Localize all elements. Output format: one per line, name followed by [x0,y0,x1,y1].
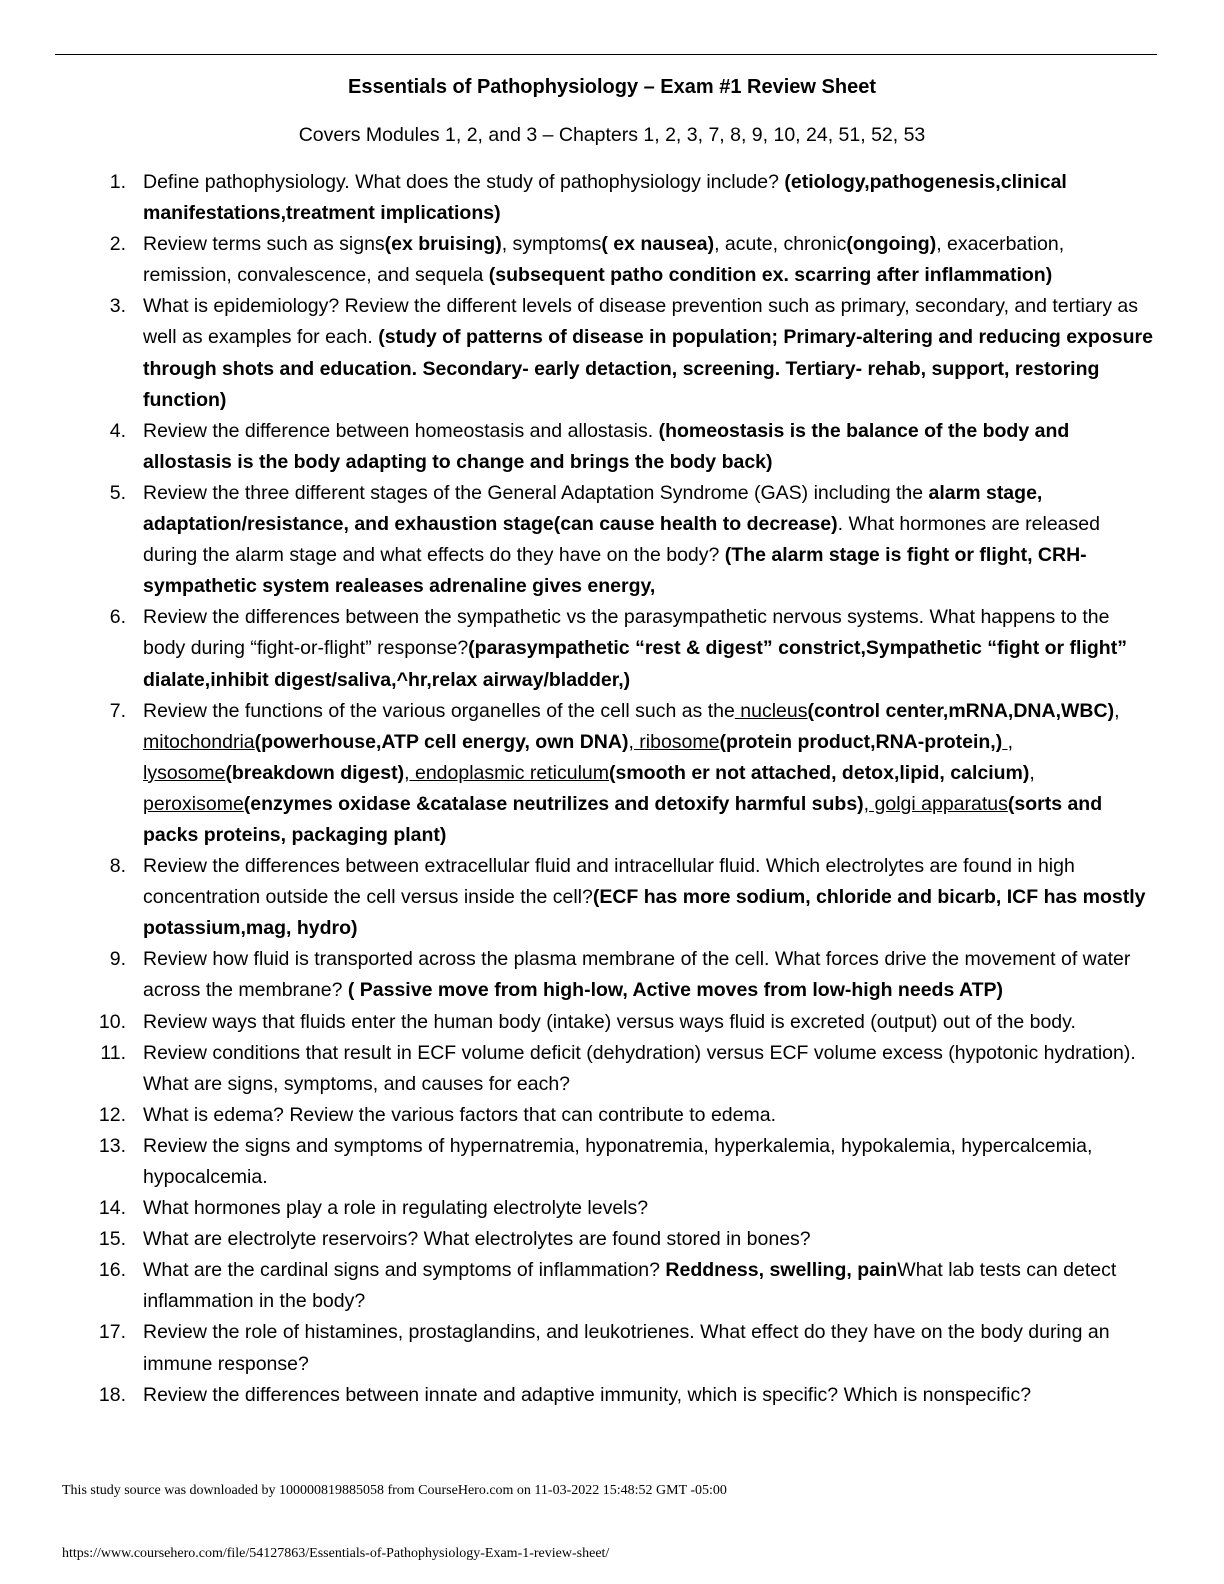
question-number: 18. [98,1383,126,1406]
organelle-term: , ribosome [628,730,720,753]
question-number: 4. [109,419,126,442]
answer-note: (protein product,RNA-protein,) [719,730,1003,753]
answer-note: (homeostasis is the balance of the body and allostasis is the body adapting to change and brings the body back) [143,419,1070,473]
question-number: 15. [98,1228,126,1251]
download-source-note: This study source was downloaded by 100000819885058 from CourseHero.com on 11-03-2022 15:48:52 GMT -05:00 [62,1483,727,1498]
question-fragment: , symptoms [501,233,602,256]
question-number: 16. [98,1259,126,1282]
question-fragment: . What hormones are released during the alarm stage and what effects do they have on the body? [143,513,1100,567]
answer-note: alarm stage, adaptation/resistance, and exhaustion stage(can cause health to decrease) [143,481,1043,536]
answer-note: (ongoing) [846,233,937,256]
question-item [96,1255,1156,1317]
question-fragment: What hormones play a role in regulating electrolyte levels? [143,1197,649,1220]
question-fragment: Review the functions of the various organelles of the cell such as the [143,699,735,722]
question-text [143,1384,1031,1406]
question-text [143,855,1145,939]
answer-note: (powerhouse,ATP cell energy, own DNA) [254,730,629,753]
question-item [96,1100,1156,1131]
question-number: 13. [98,1134,126,1157]
question-number: 3. [109,295,126,318]
page-subtitle: Covers Modules 1, 2, and 3 – Chapters 1, 2, 3, 7, 8, 9, 10, 24, 51, 52, 53 [298,124,926,146]
question-fragment: Review the role of histamines, prostaglandins, and leukotrienes. What effect do they have on the body during an immune response? [143,1321,1110,1375]
question-item [96,1224,1156,1255]
question-fragment: Review conditions that result in ECF volume deficit (dehydration) versus ECF volume excess (hypotonic hydration). What are signs, symptoms, and causes for each? [143,1041,1136,1095]
answer-note: ( ex nausea) [601,233,715,256]
organelle-term: , golgi apparatus [863,792,1008,815]
question-fragment: Review the differences between innate and adaptive immunity, which is specific? Which is nonspecific? [143,1383,1032,1406]
question-item [96,1380,1156,1411]
question-number: 2. [109,233,126,256]
answer-note: ( Passive move from high-low, Active moves from low-high needs ATP) [347,979,1004,1002]
question-number: 12. [98,1103,126,1126]
question-fragment: Review the difference between homeostasis and allostasis. [143,419,659,442]
question-item [96,416,1156,478]
question-fragment: Review the differences between extracellular fluid and intracellular fluid. Which electrolytes are found in high concentration outside the cell versus inside the cell? [143,855,1075,909]
question-item [96,851,1156,944]
answer-note: (enzymes oxidase &catalase neutrilizes and detoxify harmful subs) [243,792,864,815]
question-text [143,171,1067,224]
answer-note: (study of patterns of disease in population; Primary-altering and reducing exposure through shots and education. Secondary- early detaction, screening. Tertiary- rehab, support, restoring function) [143,326,1153,411]
question-number: 11. [100,1041,126,1064]
answer-note: (sorts and packs proteins, packaging plant) [143,792,1103,846]
question-item [96,478,1156,602]
question-list [96,167,1156,1411]
source-url: https://www.coursehero.com/file/54127863/Essentials-of-Pathophysiology-Exam-1-review-sheet/ [62,1546,610,1561]
organelle-term: , peroxisome [143,761,1035,815]
question-text [143,700,1120,846]
answer-note: (The alarm stage is fight or flight, CRH-sympathetic system realeases adrenaline gives energy, [143,544,1087,598]
question-number: 7. [109,699,126,722]
question-fragment: Define pathophysiology. What does the study of pathophysiology include? [143,171,785,193]
organelle-term: , lysosome [143,730,1014,784]
question-text [143,233,1064,286]
question-fragment: What are the cardinal signs and symptoms of inflammation? [143,1259,666,1282]
question-item [96,291,1156,415]
question-text [143,1042,1136,1095]
question-text [143,1197,648,1219]
question-number: 8. [109,855,126,878]
question-text [143,420,1069,473]
question-fragment: Review the differences between the sympathetic vs the parasympathetic nervous systems. What happens to the body during “fight-or-flight” response? [143,606,1110,660]
question-fragment: Review terms such as signs [143,233,385,256]
question-text [143,1135,1092,1188]
question-fragment: Review ways that fluids enter the human body (intake) versus ways fluid is excreted (output) out of the body. [143,1010,1076,1033]
question-text [143,948,1130,1001]
question-fragment: , acute, chronic [714,233,847,256]
question-fragment: What is edema? Review the various factors that can contribute to edema. [143,1103,776,1126]
answer-note: (control center,mRNA,DNA,WBC) [807,699,1115,722]
question-number: 17. [98,1321,126,1344]
question-fragment: Review the three different stages of the General Adaptation Syndrome (GAS) including the [143,481,929,504]
question-item [96,944,1156,1006]
question-text [143,1321,1110,1374]
answer-note: (subsequent patho condition ex. scarring after inflammation) [488,264,1053,287]
question-text [143,1228,811,1250]
question-fragment: , exacerbation, remission, convalescence, and sequela [143,233,1065,287]
answer-note: (etiology,pathogenesis,clinical manifestations,treatment implications) [143,171,1067,225]
question-number: 6. [109,606,126,629]
question-item [96,1193,1156,1224]
answer-note: (smooth er not attached, detox,lipid, calcium) [609,761,1030,784]
question-item [96,1038,1156,1100]
question-item [96,1007,1156,1038]
answer-note: (parasympathetic “rest & digest” constrict,Sympathetic “fight or flight” dialate,inhibit digest/saliva,^hr,relax airway/bladder,) [143,637,1127,691]
organelle-term: , mitochondria [143,699,1120,753]
question-number: 14. [98,1197,126,1220]
answer-note: (ECF has more sodium, chloride and bicarb, ICF has mostly potassium,mag, hydro) [143,886,1146,940]
question-text [143,606,1127,690]
question-number: 9. [109,948,126,971]
question-number: 5. [109,481,126,504]
question-text [143,1011,1076,1033]
organelle-term: nucleus [734,699,808,722]
question-text [143,1104,776,1126]
question-text [143,482,1100,597]
question-fragment: Review the signs and symptoms of hypernatremia, hyponatremia, hyperkalemia, hypokalemia, hypercalcemia, hypocalcemia. [143,1134,1093,1188]
answer-note: (ex bruising) [384,233,502,256]
question-item [96,229,1156,291]
organelle-term: , endoplasmic reticulum [404,761,609,784]
answer-note: Reddness, swelling, pain [665,1259,898,1282]
question-fragment: What lab tests can detect inflammation in the body? [143,1259,1117,1313]
question-item [96,696,1156,851]
question-text [143,295,1153,410]
question-item [96,602,1156,695]
page-title: Essentials of Pathophysiology – Exam #1 Review Sheet [348,76,876,98]
answer-note: (breakdown digest) [225,761,405,784]
question-fragment: What is epidemiology? Review the different levels of disease prevention such as primary, secondary, and tertiary as well as examples for each. [143,295,1138,349]
question-fragment: Review how fluid is transported across the plasma membrane of the cell. What forces drive the movement of water across the membrane? [143,948,1131,1002]
question-number: 10. [98,1010,126,1033]
top-divider [55,54,1157,55]
question-item [96,167,1156,229]
question-number: 1. [109,171,126,193]
question-item [96,1317,1156,1379]
question-item [96,1131,1156,1193]
question-fragment: What are electrolyte reservoirs? What electrolytes are found stored in bones? [143,1228,811,1251]
question-text [143,1259,1116,1312]
